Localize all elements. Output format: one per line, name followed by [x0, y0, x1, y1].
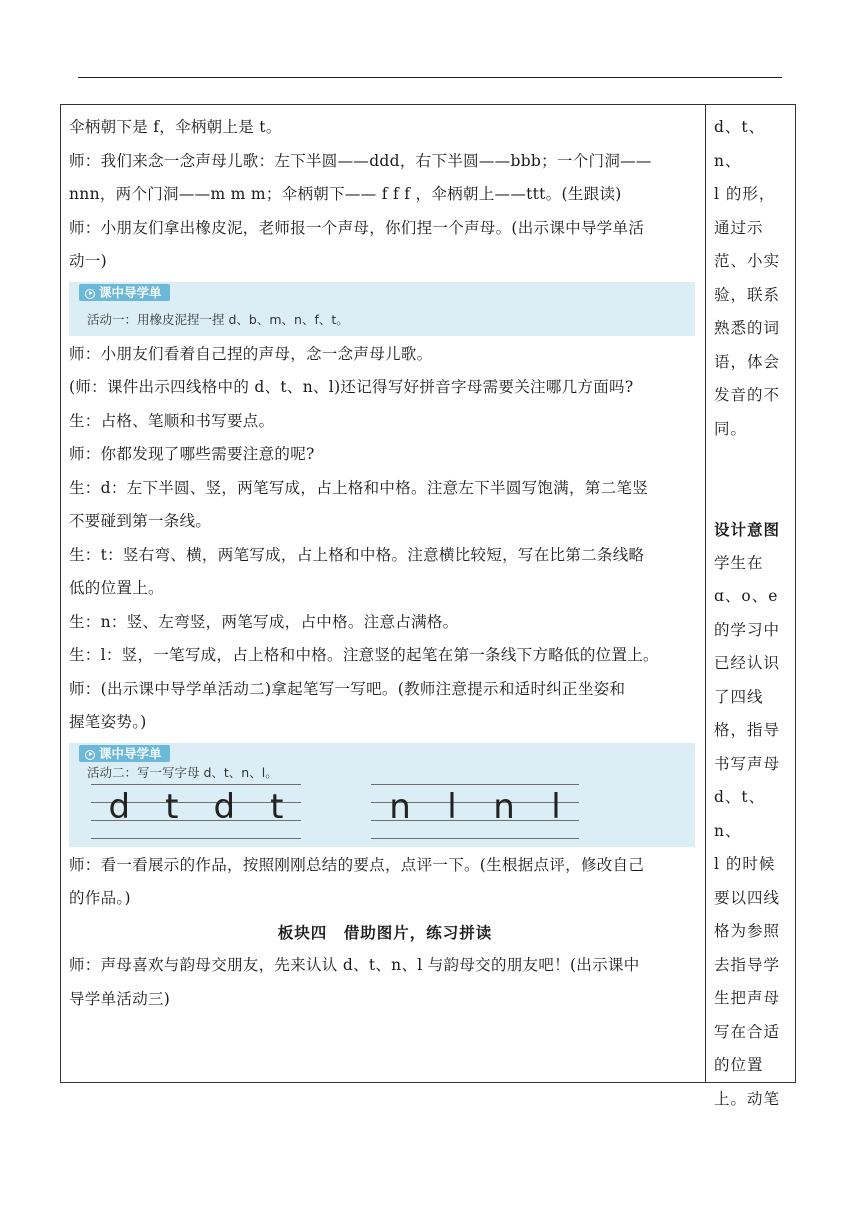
side-line: ɑ、o、e — [714, 587, 779, 605]
text-line: 生：l：竖，一笔写成，占上格和中格。注意竖的起笔在第一条线下方略低的位置上。 — [69, 646, 659, 664]
letter: n — [493, 786, 515, 827]
text-line: 伞柄朝下是 f，伞柄朝上是 t。 — [69, 118, 282, 136]
side-line: 熟悉的词 — [714, 319, 781, 337]
text-line: 生：占格、笔顺和书写要点。 — [69, 411, 275, 430]
text-line: 握笔姿势。) — [69, 713, 147, 731]
column-divider — [705, 105, 706, 1082]
side-line: 发音的不 — [714, 386, 781, 404]
main-column — [69, 111, 701, 1016]
side-line: 通过示 — [714, 218, 764, 237]
letter: t — [270, 786, 284, 827]
side-line: d、t、n、 — [714, 788, 766, 840]
side-line: 范、小实 — [714, 252, 781, 270]
activity-one-text: 活动一：用橡皮泥捏一捏 d、b、m、n、f、t。 — [87, 311, 349, 327]
play-icon — [85, 289, 95, 299]
guide-sheet-box-1 — [69, 282, 695, 336]
guide-sheet-tag-label: 课中导学单 — [99, 745, 162, 761]
four-line-grid-left — [91, 784, 301, 838]
text-line: 师：小朋友们拿出橡皮泥，老师报一个声母，你们捏一个声母。(出示课中导学单活 — [69, 218, 645, 237]
guide-sheet-tag — [79, 745, 170, 762]
text-line: 生：d：左下半圆、竖，两笔写成，占上格和中格。注意左下半圆写饱满，第二笔竖 — [69, 478, 649, 497]
letter: n — [389, 786, 411, 827]
text-line: 师：(出示课中导学单活动二)拿起笔写一写吧。(教师注意提示和适时纠正坐姿和 — [69, 679, 626, 698]
side-line: 同。 — [714, 419, 748, 438]
text-line: 生：n：竖、左弯竖，两笔写成，占中格。注意占满格。 — [69, 612, 459, 631]
side-line: 去指导学 — [714, 955, 781, 974]
letter: t — [165, 786, 179, 827]
activity-two-text: 活动二：写一写字母 d、t、n、l。 — [87, 764, 278, 780]
side-line: 的学习中 — [714, 620, 781, 639]
side-line: 学生在 — [714, 553, 764, 572]
side-line: 语，体会 — [714, 352, 781, 371]
side-line: 书写声母 — [714, 754, 781, 773]
text-line: 师：小朋友们看着自己捏的声母，念一念声母儿歌。 — [69, 344, 433, 363]
side-line: 要以四线 — [714, 888, 781, 907]
section-title: 板块四 借助图片，练习拼读 — [277, 922, 493, 942]
side-line: 了四线 — [714, 687, 764, 706]
letter: d — [213, 786, 236, 827]
side-line: 的位置 — [714, 1056, 764, 1074]
four-line-grid-right — [371, 784, 579, 838]
text-line: 生：t：竖右弯、横，两笔写成，占上格和中格。注意横比较短，写在比第二条线略 — [69, 545, 645, 564]
letter: d — [108, 786, 131, 827]
text-line: 不要碰到第一条线。 — [69, 512, 212, 530]
side-line: 格为参照 — [714, 922, 781, 940]
text-line: 师：声母喜欢与韵母交朋友，先来认认 d、t、n、l 与韵母交的朋友吧！(出示课中 — [69, 956, 640, 974]
guide-sheet-tag-label: 课中导学单 — [99, 284, 162, 300]
guide-sheet-tag — [79, 284, 170, 301]
text-line: 的作品。) — [69, 889, 131, 907]
side-line: 生把声母 — [714, 989, 781, 1007]
text-line: (师：课件出示四线格中的 d、t、n、l)还记得写好拼音字母需要关注哪几方面吗? — [69, 378, 634, 396]
side-line: l 的时候 — [714, 855, 776, 873]
text-line: nnn，两个门洞——m m m；伞柄朝下—— f f f ，伞柄朝上——ttt。(生跟读) — [69, 185, 622, 203]
lesson-table — [60, 104, 796, 1108]
design-intent-heading: 设计意图 — [714, 520, 781, 539]
text-line: 低的位置上。 — [69, 579, 164, 597]
side-line: 格，指导 — [714, 721, 781, 739]
side-column — [714, 111, 792, 1116]
side-line: 验，联系 — [714, 285, 781, 304]
side-line: 上。动笔 — [714, 1089, 781, 1108]
side-line: 写在合适 — [714, 1022, 781, 1041]
text-line: 师：看一看展示的作品，按照刚刚总结的要点，点评一下。(生根据点评，修改自己 — [69, 855, 645, 874]
side-line: l 的形， — [714, 185, 776, 203]
side-line: d、t、n、 — [714, 118, 766, 170]
text-line: 师：你都发现了哪些需要注意的呢? — [69, 445, 315, 463]
side-line: 已经认识 — [714, 654, 781, 672]
header-rule — [78, 77, 782, 78]
letter: l — [551, 786, 561, 827]
play-icon — [85, 750, 95, 760]
text-line: 师：我们来念一念声母儿歌：左下半圆——ddd，右下半圆——bbb；一个门洞—— — [69, 151, 652, 170]
guide-sheet-box-2 — [69, 743, 695, 847]
text-line: 导学单活动三) — [69, 989, 171, 1008]
text-line: 动一) — [69, 252, 107, 270]
letter: l — [447, 786, 457, 827]
